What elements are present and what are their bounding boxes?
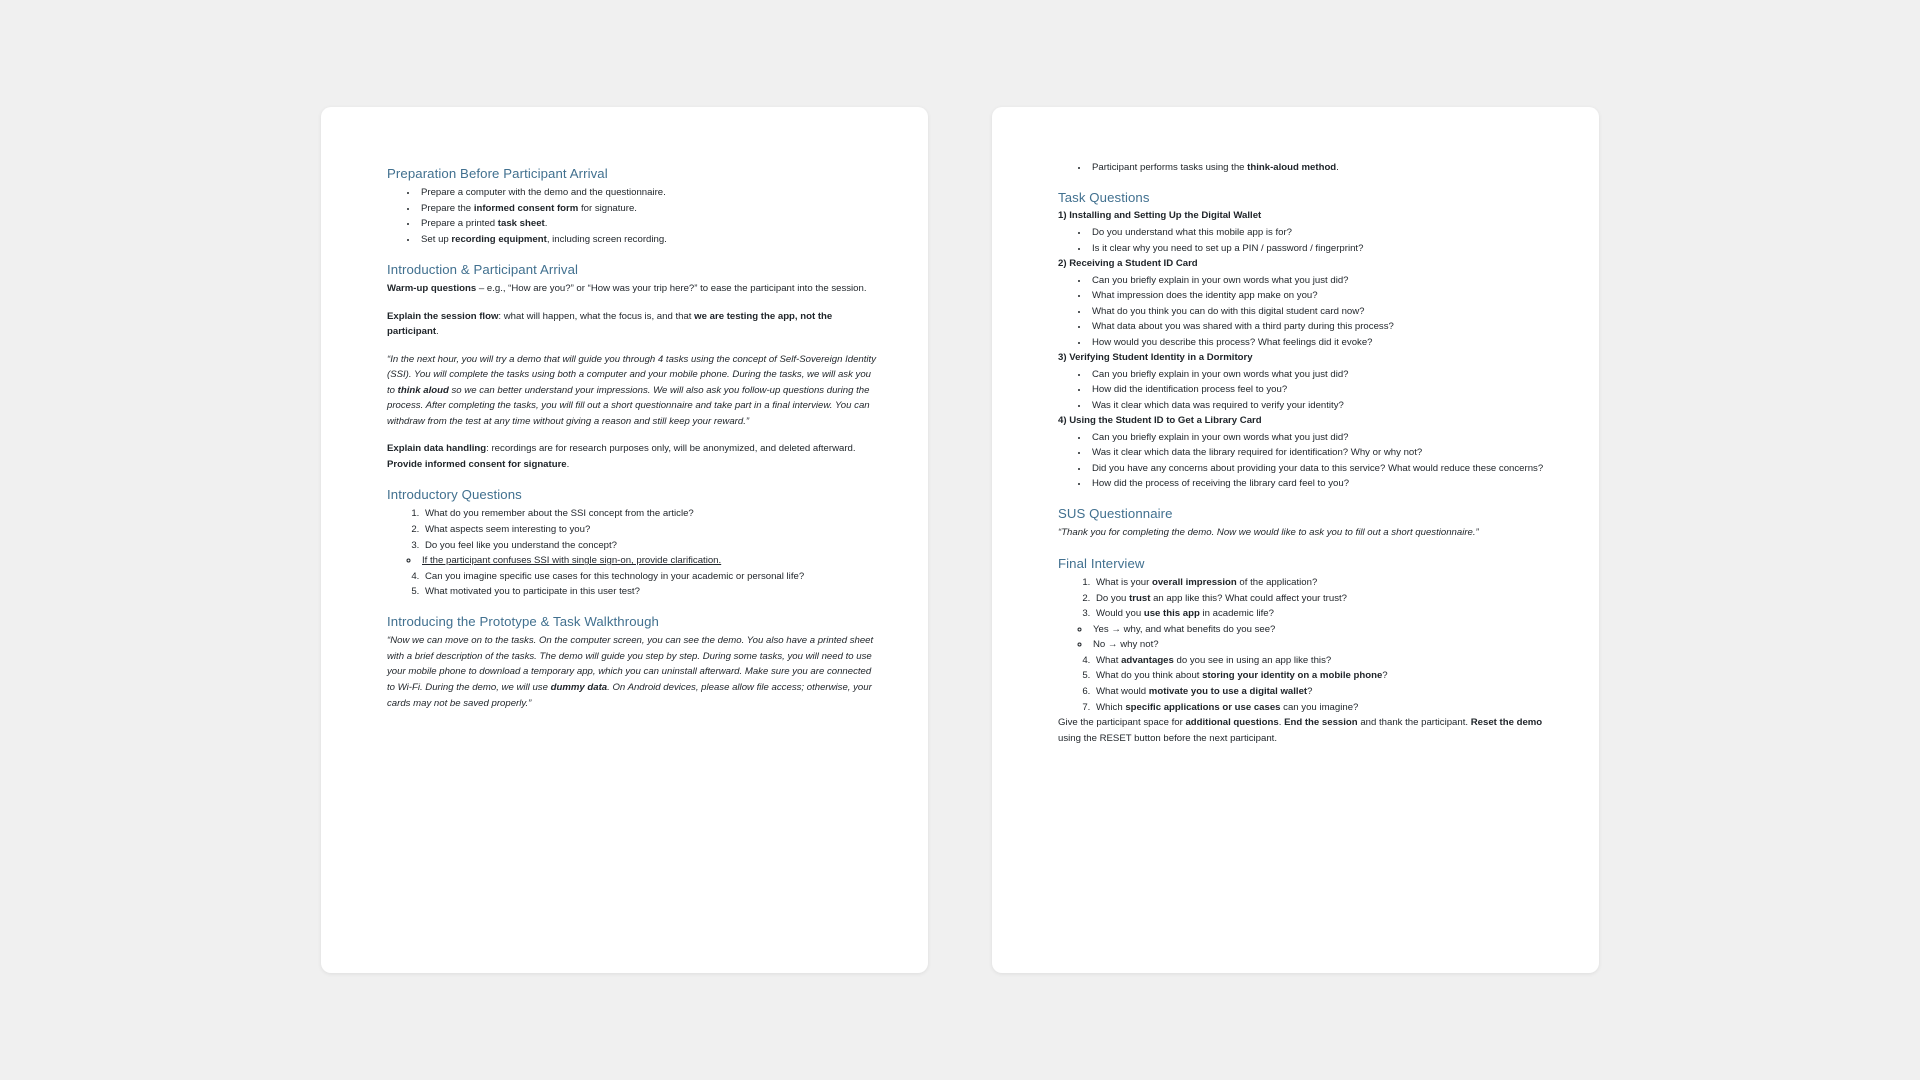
list-item: • Was it clear which data the library required for identification? Why or why not? — [1089, 445, 1549, 460]
list-item: 6. What would motivate you to use a digital wallet? — [1093, 684, 1549, 699]
task-heading-4: 4) Using the Student ID to Get a Library Card — [1058, 414, 1262, 426]
list-item: 7. Which specific applications or use cases can you imagine? — [1093, 700, 1549, 715]
task-2-bullet-list — [1058, 273, 1549, 350]
document-page-left — [321, 107, 928, 973]
list-item: ◦ If the participant confuses SSI with single sign-on, provide clarification. — [419, 553, 878, 568]
list-item: 1. What is your overall impression of the application? — [1093, 575, 1549, 590]
task-heading-1: 1) Installing and Setting Up the Digital Wallet — [1058, 210, 1262, 222]
list-item: • What do you think you can do with this digital student card now? — [1089, 304, 1549, 319]
list-item: 5. What motivated you to participate in this user test? — [422, 584, 878, 599]
task-heading-2: 2) Receiving a Student ID Card — [1058, 257, 1198, 269]
list-item: 3. Would you use this app in academic life? — [1093, 606, 1549, 621]
list-item: • Is it clear why you need to set up a PIN / password / fingerprint? — [1089, 241, 1549, 256]
introductory-questions-list — [387, 506, 878, 599]
list-item: • Can you briefly explain in your own words what you just did? — [1089, 273, 1549, 288]
page-left-content — [387, 107, 878, 973]
list-item: • Was it clear which data was required to verify your identity? — [1089, 398, 1549, 413]
list-item: • Can you briefly explain in your own words what you just did? — [1089, 430, 1549, 445]
list-item: 2. What aspects seem interesting to you? — [422, 522, 878, 537]
list-item: ◦ Yes → why, and what benefits do you see? — [1090, 622, 1549, 637]
session-closing-paragraph: Give the participant space for additional questions. End the session and thank the participant. Reset the demo using the RESET button before the next participant. — [1058, 717, 1543, 744]
list-item: • Set up recording equipment, including screen recording. — [418, 232, 878, 247]
list-item: 5. What do you think about storing your identity on a mobile phone? — [1093, 668, 1549, 683]
session-intro-script-quote: “In the next hour, you will try a demo that will guide you through 4 tasks using the concept of Self-Sovereign Identity (SSI). You will complete the tasks using both a computer and your mobile phone. During the tasks, we will ask you to think aloud so we can better understand your impressions. We will also ask you follow-up questions during the process. After completing the tasks, you will fill out a short questionnaire and take part in a final interview. You can withdraw from the test at any time without giving a reason and still keep your reward.” — [387, 353, 877, 427]
section-heading-final-interview: Final Interview — [1058, 555, 1145, 571]
list-item: • What data about you was shared with a third party during this process? — [1089, 319, 1549, 334]
think-aloud-bullet-list — [1058, 160, 1549, 175]
final-interview-list — [1058, 575, 1549, 714]
task-1-bullet-list — [1058, 225, 1549, 256]
list-item: • Prepare a computer with the demo and the questionnaire. — [418, 185, 878, 200]
list-item: • How would you describe this process? What feelings did it evoke? — [1089, 335, 1549, 350]
task-heading-3: 3) Verifying Student Identity in a Dormitory — [1058, 351, 1253, 363]
sublist-container — [387, 553, 878, 568]
document-page-right — [992, 107, 1599, 973]
preparation-bullet-list — [387, 185, 878, 247]
task-3-bullet-list — [1058, 367, 1549, 413]
list-item: • How did the identification process feel to you? — [1089, 382, 1549, 397]
list-item: • Can you briefly explain in your own words what you just did? — [1089, 367, 1549, 382]
section-heading-preparation: Preparation Before Participant Arrival — [387, 166, 608, 181]
list-item: 4. Can you imagine specific use cases for this technology in your academic or personal life? — [422, 569, 878, 584]
sus-script-quote: “Thank you for completing the demo. Now we would like to ask you to fill out a short questionnaire.” — [1058, 527, 1479, 539]
prototype-walkthrough-script-quote: “Now we can move on to the tasks. On the computer screen, you can see the demo. You also have a printed sheet with a brief description of the tasks. The demo will guide you step by step. During some tasks, you will need to use your mobile phone to download a temporary app, which you can uninstall afterward. Make sure you are connected to Wi-Fi. During the demo, we will use dummy data. On Android devices, please allow file access; otherwise, your cards may not be saved properly.” — [387, 635, 874, 709]
list-item: ◦ No → why not? — [1090, 637, 1549, 652]
task-4-bullet-list — [1058, 430, 1549, 492]
use-app-sublist — [1058, 622, 1549, 653]
sublist-container — [1058, 622, 1549, 653]
section-heading-sus-questionnaire: SUS Questionnaire — [1058, 506, 1173, 522]
data-handling-paragraph: Explain data handling: recordings are for research purposes only, will be anonymized, and deleted afterward. Provide informed consent for signature. — [387, 443, 856, 470]
list-item: • Participant performs tasks using the think-aloud method. — [1089, 160, 1549, 175]
page-right-content — [1058, 107, 1549, 973]
section-heading-task-questions: Task Questions — [1058, 190, 1150, 206]
section-heading-introductory-questions: Introductory Questions — [387, 487, 522, 503]
list-item: • Prepare a printed task sheet. — [418, 216, 878, 231]
list-item: • Do you understand what this mobile app is for? — [1089, 225, 1549, 240]
section-heading-prototype-walkthrough: Introducing the Prototype & Task Walkthrough — [387, 614, 659, 630]
clarification-sublist — [387, 553, 878, 568]
list-item: • Prepare the informed consent form for signature. — [418, 201, 878, 216]
section-heading-introduction: Introduction & Participant Arrival — [387, 261, 579, 277]
list-item: • What impression does the identity app make on you? — [1089, 288, 1549, 303]
list-item: 3. Do you feel like you understand the concept? — [422, 538, 878, 553]
list-item: • How did the process of receiving the library card feel to you? — [1089, 476, 1549, 491]
list-item: 2. Do you trust an app like this? What could affect your trust? — [1093, 591, 1549, 606]
session-flow-paragraph: Explain the session flow: what will happen, what the focus is, and that we are testing the app, not the participant. — [387, 310, 833, 338]
warmup-questions-paragraph: Warm-up questions – e.g., “How are you?” or “How was your trip here?” to ease the participant into the session. — [387, 283, 867, 294]
list-item: 4. What advantages do you see in using an app like this? — [1093, 653, 1549, 668]
list-item: 1. What do you remember about the SSI concept from the article? — [422, 506, 878, 521]
list-item: • Did you have any concerns about providing your data to this service? What would reduce these concerns? — [1089, 461, 1549, 476]
